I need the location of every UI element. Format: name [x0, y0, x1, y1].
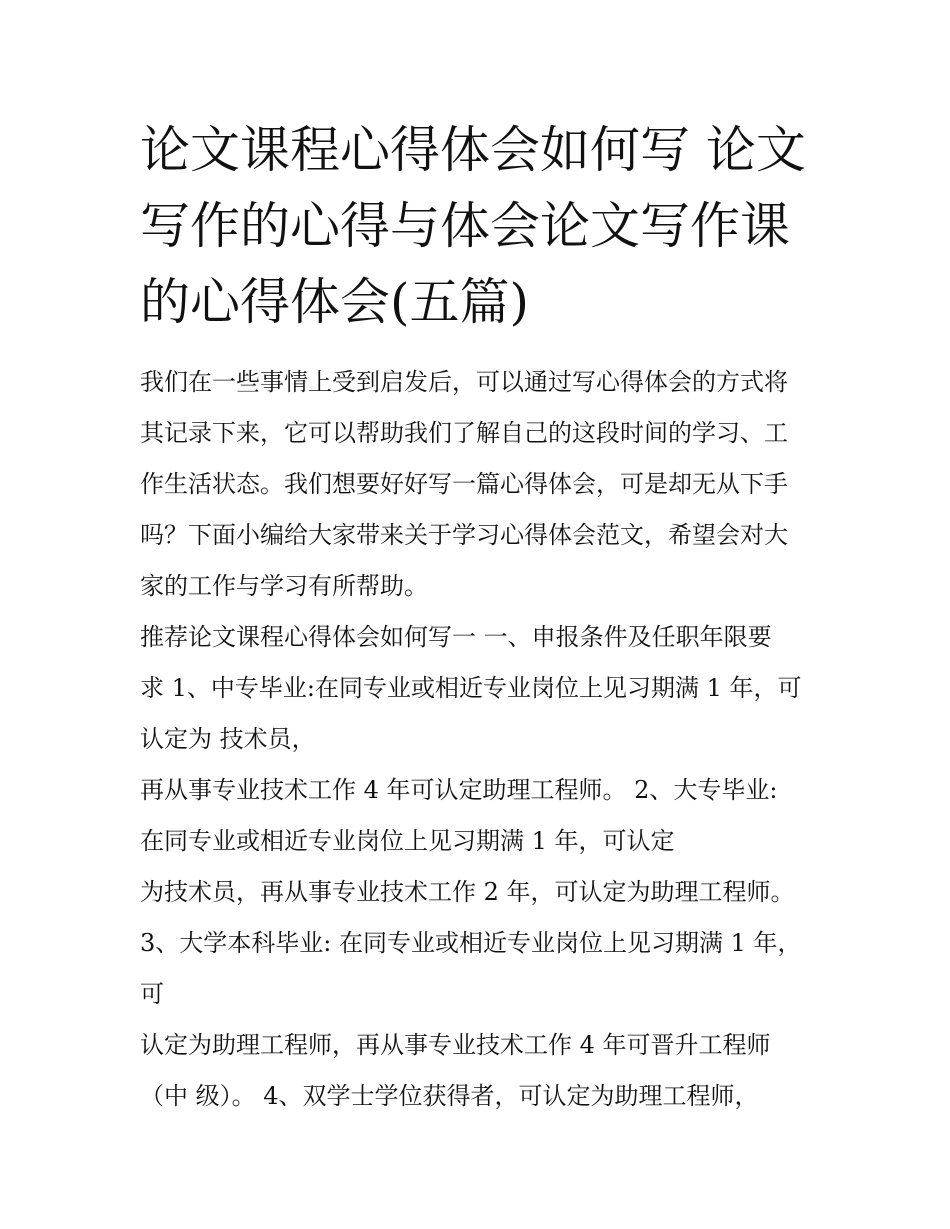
- body-line: 其记录下来，它可以帮助我们了解自己的这段时间的学习、工: [140, 419, 788, 447]
- body-line: 认定为助理工程师，再从事专业技术工作 4 年可晋升工程师: [140, 1031, 771, 1059]
- body-line: 家的工作与学习有所帮助。: [140, 572, 428, 600]
- body-line: 为技术员，再从事专业技术工作 2 年，可认定为助理工程师。: [140, 878, 795, 906]
- body-line: 可: [140, 980, 164, 1008]
- body-line: 作生活状态。我们想要好好写一篇心得体会，可是却无从下手: [140, 470, 788, 498]
- body-line: 推荐论文课程心得体会如何写一 一、申报条件及任职年限要: [140, 623, 772, 651]
- title-line: 论文课程心得体会如何写 论文: [140, 121, 806, 179]
- document-body: [140, 357, 840, 1122]
- title-line: 的心得体会(五篇): [140, 273, 530, 331]
- body-line: 我们在一些事情上受到启发后，可以通过写心得体会的方式将: [140, 368, 788, 396]
- document-title: [140, 112, 840, 340]
- body-line: 在同专业或相近专业岗位上见习期满 1 年，可认定: [140, 827, 675, 855]
- body-line: （中 级）。 4、双学士学位获得者，可认定为助理工程师，: [140, 1082, 759, 1110]
- body-line: 求 1、中专毕业:在同专业或相近专业岗位上见习期满 1 年，可: [140, 674, 802, 702]
- body-line: 再从事专业技术工作 4 年可认定助理工程师。 2、大专毕业:: [140, 776, 778, 804]
- body-line: 认定为 技术员，: [140, 725, 316, 753]
- body-line: 吗？下面小编给大家带来关于学习心得体会范文，希望会对大: [140, 521, 788, 549]
- title-line: 写作的心得与体会论文写作课: [140, 197, 790, 255]
- body-line: 3、大学本科毕业: 在同专业或相近专业岗位上见习期满 1 年，: [140, 929, 802, 957]
